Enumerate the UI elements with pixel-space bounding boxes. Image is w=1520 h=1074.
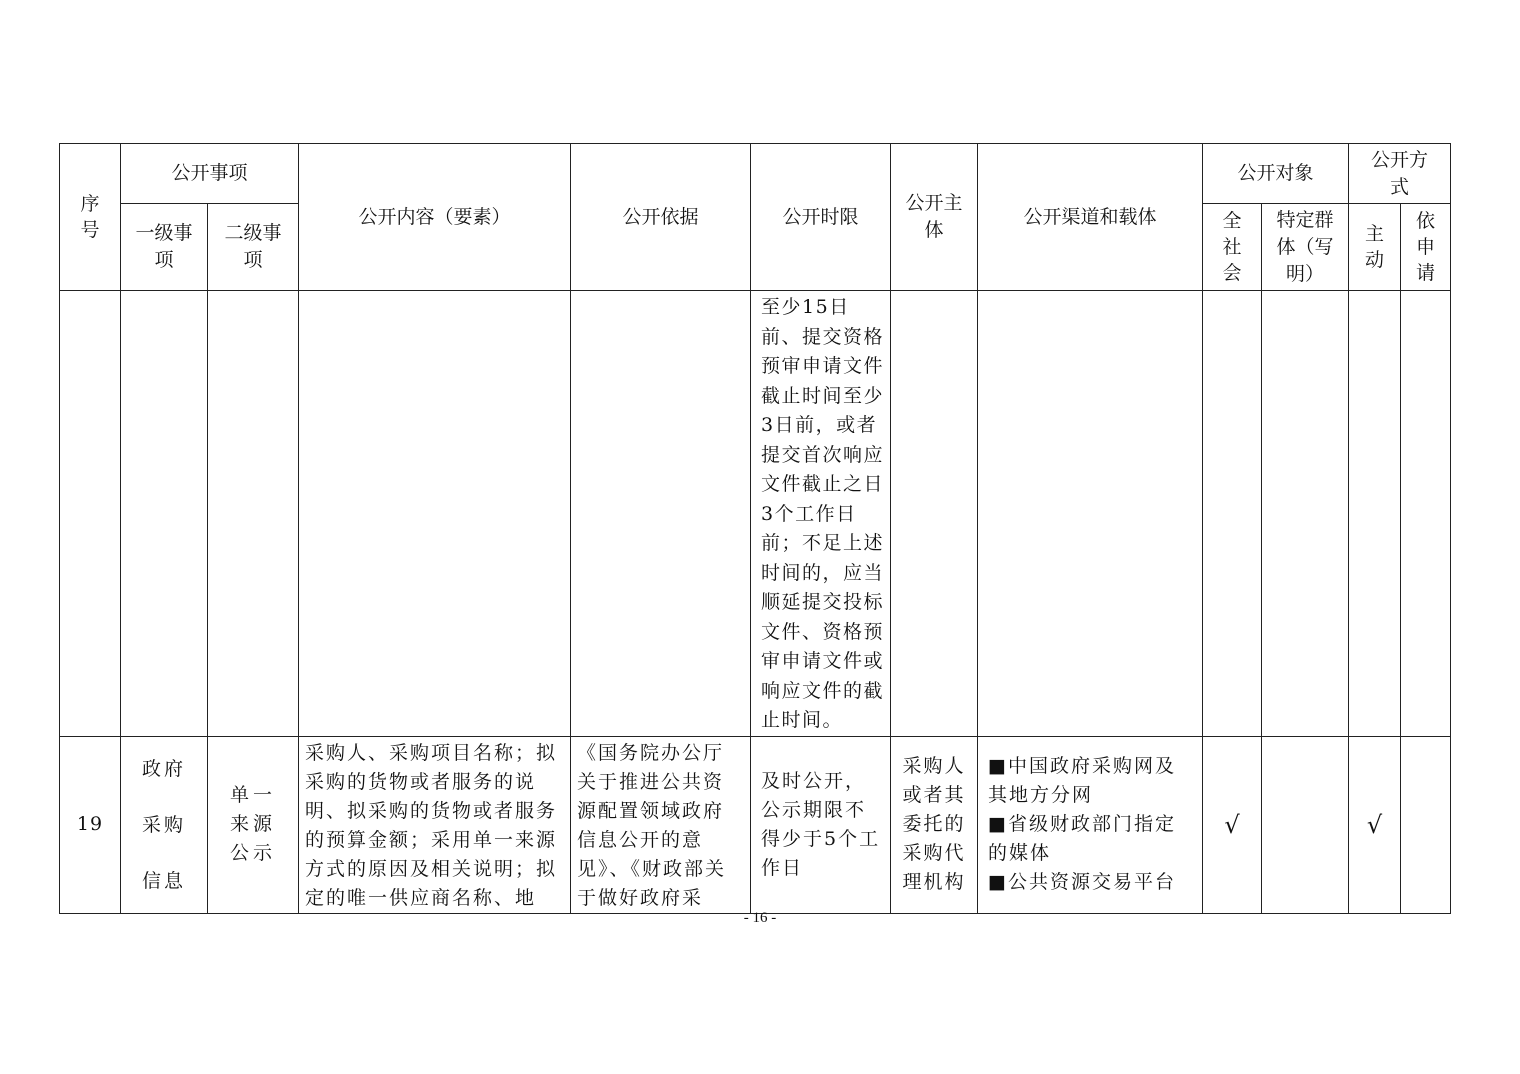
cont-method-active [1349, 291, 1401, 737]
header-method: 公开方式 [1349, 144, 1451, 204]
header-seq: 序号 [60, 144, 121, 291]
cont-target-specific [1262, 291, 1349, 737]
header-channel: 公开渠道和载体 [978, 144, 1203, 291]
cont-time-limit [751, 291, 891, 737]
row19-basis: 《国务院办公厅关于推进公共资源配置领域政府信息公开的意见》、《财政部关于做好政府采 [571, 736, 751, 913]
header-level1: 一级事项 [121, 204, 208, 291]
channel-item: ■省级财政部门指定的媒体 [988, 813, 1176, 864]
cont-content [299, 291, 571, 737]
cont-target-all [1203, 291, 1262, 737]
cont-level2 [208, 291, 299, 737]
cont-channel [978, 291, 1203, 737]
header-method-active: 主动 [1349, 204, 1401, 291]
header-level2: 二级事项 [208, 204, 299, 291]
row19-time-limit: 及时公开，公示期限不得少于5个工作日 [751, 736, 891, 913]
row19-target-all: √ [1203, 736, 1262, 913]
header-target-all: 全社会 [1203, 204, 1262, 291]
row19-channel [978, 736, 1203, 913]
header-items: 公开事项 [121, 144, 299, 204]
cont-time-limit-text: 至少15日前、提交资格预审申请文件截止时间至少3日前，或者提交首次响应文件截止之日3个工作日前；不足上述时间的，应当顺延提交投标文件、资格预审申请文件或响应文件的截止时间。 [761, 296, 885, 731]
row19-level1: 政府采购信息 [121, 736, 208, 913]
channel-item: ■公共资源交易平台 [988, 871, 1176, 893]
cont-basis [571, 291, 751, 737]
cont-method-request [1401, 291, 1451, 737]
header-method-request: 依申请 [1401, 204, 1451, 291]
header-target-specific: 特定群体（写明） [1262, 204, 1349, 291]
row19-seq: 19 [60, 736, 121, 913]
row19-method-request [1401, 736, 1451, 913]
header-row-1 [60, 144, 1451, 204]
channel-item: ■中国政府采购网及其地方分网 [988, 755, 1176, 806]
page-number: - 16 - [743, 910, 777, 926]
row19-method-active: √ [1349, 736, 1401, 913]
header-time-limit: 公开时限 [751, 144, 891, 291]
table-row [60, 736, 1451, 913]
cont-level1 [121, 291, 208, 737]
cont-seq [60, 291, 121, 737]
header-subject: 公开主体 [891, 144, 978, 291]
header-target: 公开对象 [1203, 144, 1349, 204]
row19-level2: 单一来源公示 [208, 736, 299, 913]
row19-content: 采购人、采购项目名称；拟采购的货物或者服务的说明、拟采购的货物或者服务的预算金额；采用单一来源方式的原因及相关说明；拟定的唯一供应商名称、地 [299, 736, 571, 913]
continued-row [60, 291, 1451, 737]
header-basis: 公开依据 [571, 144, 751, 291]
row19-target-specific [1262, 736, 1349, 913]
header-content: 公开内容（要素） [299, 144, 571, 291]
disclosure-table [59, 143, 1451, 914]
cont-subject [891, 291, 978, 737]
row19-subject: 采购人或者其委托的采购代理机构 [891, 736, 978, 913]
